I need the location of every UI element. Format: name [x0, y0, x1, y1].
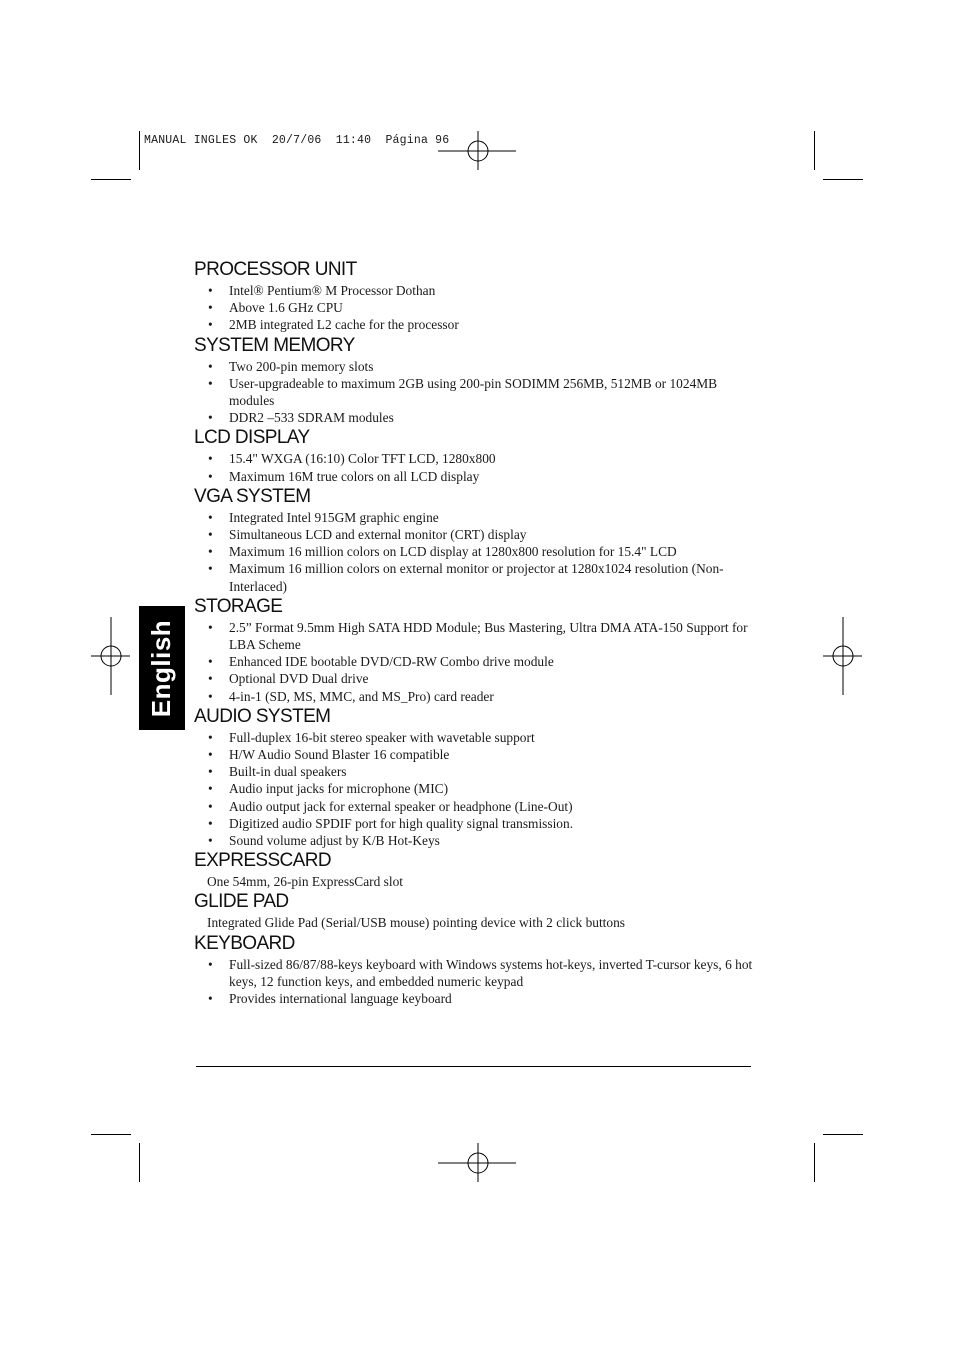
list-item: • Optional DVD Dual drive [208, 671, 369, 687]
list-item: • DDR2 –533 SDRAM modules [208, 410, 394, 426]
crop-mark [91, 179, 131, 180]
bullet-icon: • [208, 561, 213, 577]
section-text: Integrated Glide Pad (Serial/USB mouse) pointing device with 2 click buttons [207, 915, 626, 931]
crop-mark [91, 1134, 131, 1135]
bullet-list [194, 282, 754, 334]
list-item: • Enhanced IDE bootable DVD/CD-RW Combo drive module [208, 654, 554, 670]
crop-mark [139, 1143, 140, 1182]
list-item: • Intel® Pentium® M Processor Dothan [208, 283, 436, 298]
list-item: • Simultaneous LCD and external monitor (CRT) display [208, 527, 527, 543]
bullet-list [194, 509, 754, 595]
list-item: • Audio output jack for external speaker or headphone (Line-Out) [208, 798, 573, 814]
list-item: • Provides international language keyboard [208, 991, 452, 1007]
list-item: • Digitized audio SPDIF port for high quality signal transmission. [208, 815, 574, 831]
bullet-icon: • [208, 619, 213, 635]
list-item: • Maximum 16M true colors on all LCD display [208, 468, 480, 484]
list-item: • Two 200-pin memory slots [208, 358, 374, 374]
list-item: • Maximum 16 million colors on LCD display at 1280x800 resolution for 15.4" LCD [208, 544, 677, 560]
crop-mark [814, 1143, 815, 1182]
bullet-icon: • [208, 798, 213, 814]
section-title: EXPRESSCARD [194, 850, 331, 872]
registration-mark-icon [823, 617, 863, 697]
section-title: AUDIO SYSTEM [194, 705, 331, 727]
bullet-icon: • [208, 747, 213, 763]
bullet-list [194, 729, 754, 849]
section-text: One 54mm, 26-pin ExpressCard slot [207, 874, 404, 890]
list-item: • Sound volume adjust by K/B Hot-Keys [208, 833, 440, 849]
bullet-icon: • [208, 815, 213, 831]
bullet-icon: • [208, 729, 213, 745]
crop-mark [823, 1134, 863, 1135]
list-item: • Full-duplex 16-bit stereo speaker with wavetable support [208, 729, 535, 745]
list-item: • 4-in-1 (SD, MS, MMC, and MS_Pro) card reader [208, 688, 494, 704]
bullet-icon: • [208, 283, 213, 298]
bullet-icon: • [208, 509, 213, 525]
section-keyboard [194, 932, 754, 1008]
language-tab-label: English [146, 619, 177, 717]
bullet-icon: • [208, 375, 213, 391]
bullet-icon: • [208, 991, 213, 1007]
bullet-icon: • [208, 410, 213, 426]
bullet-icon: • [208, 358, 213, 374]
section-title: STORAGE [194, 595, 283, 617]
bullet-list [194, 358, 754, 427]
list-item: • Built-in dual speakers [208, 764, 347, 780]
section-audio-system [194, 705, 754, 849]
crop-mark [823, 179, 863, 180]
language-tab [139, 606, 185, 730]
bullet-icon: • [208, 688, 213, 704]
section-title: GLIDE PAD [194, 891, 289, 913]
crop-mark [814, 131, 815, 170]
list-item: • 15.4" WXGA (16:10) Color TFT LCD, 1280x800 [208, 451, 496, 467]
section-processor-unit [194, 258, 754, 334]
section-title: PROCESSOR UNIT [194, 259, 357, 280]
list-item: • 2MB integrated L2 cache for the processor [208, 317, 459, 333]
bullet-icon: • [208, 317, 213, 333]
section-vga-system [194, 485, 754, 595]
bullet-icon: • [208, 300, 213, 316]
print-slug: MANUAL INGLES OK 20/7/06 11:40 Página 96 [144, 134, 450, 147]
crop-mark [139, 131, 140, 170]
bullet-icon: • [208, 833, 213, 849]
list-item: • 2.5” Format 9.5mm High SATA HDD Module; Bus Mastering, Ultra DMA ATA-150 Support for LBA Scheme [208, 619, 748, 653]
section-title: KEYBOARD [194, 932, 295, 954]
bullet-list [194, 619, 754, 705]
section-storage [194, 595, 754, 705]
registration-mark-icon [438, 1143, 518, 1183]
bullet-list [194, 450, 754, 484]
section-expresscard [194, 849, 754, 890]
bullet-icon: • [208, 956, 213, 972]
bullet-list [194, 956, 754, 1008]
list-item: • Maximum 16 million colors on external monitor or projector at 1280x1024 resolution (Non-Interlaced) [208, 561, 724, 594]
bullet-icon: • [208, 527, 213, 543]
section-title: VGA SYSTEM [194, 485, 311, 507]
list-item: • User-upgradeable to maximum 2GB using 200-pin SODIMM 256MB, 512MB or 1024MB modules [208, 375, 718, 409]
list-item: • H/W Audio Sound Blaster 16 compatible [208, 747, 450, 763]
section-title: LCD DISPLAY [194, 427, 310, 449]
bullet-icon: • [208, 671, 213, 687]
bullet-icon: • [208, 451, 213, 467]
list-item: • Above 1.6 GHz CPU [208, 300, 343, 316]
bullet-icon: • [208, 781, 213, 797]
registration-mark-icon [438, 131, 518, 171]
bullet-icon: • [208, 764, 213, 780]
footer-rule [196, 1066, 751, 1067]
section-glide-pad [194, 890, 754, 931]
section-lcd-display [194, 426, 754, 484]
specifications-content [194, 258, 754, 1007]
list-item: • Integrated Intel 915GM graphic engine [208, 509, 439, 525]
list-item: • Full-sized 86/87/88-keys keyboard with Windows systems hot-keys, inverted T-cursor keys, 6 hot keys, 12 function keys, and embedded numeric keypad [208, 956, 753, 989]
bullet-icon: • [208, 654, 213, 670]
registration-mark-icon [91, 617, 131, 697]
bullet-icon: • [208, 468, 213, 484]
bullet-icon: • [208, 544, 213, 560]
list-item: • Audio input jacks for microphone (MIC) [208, 781, 449, 797]
section-title: SYSTEM MEMORY [194, 334, 355, 356]
section-system-memory [194, 334, 754, 427]
